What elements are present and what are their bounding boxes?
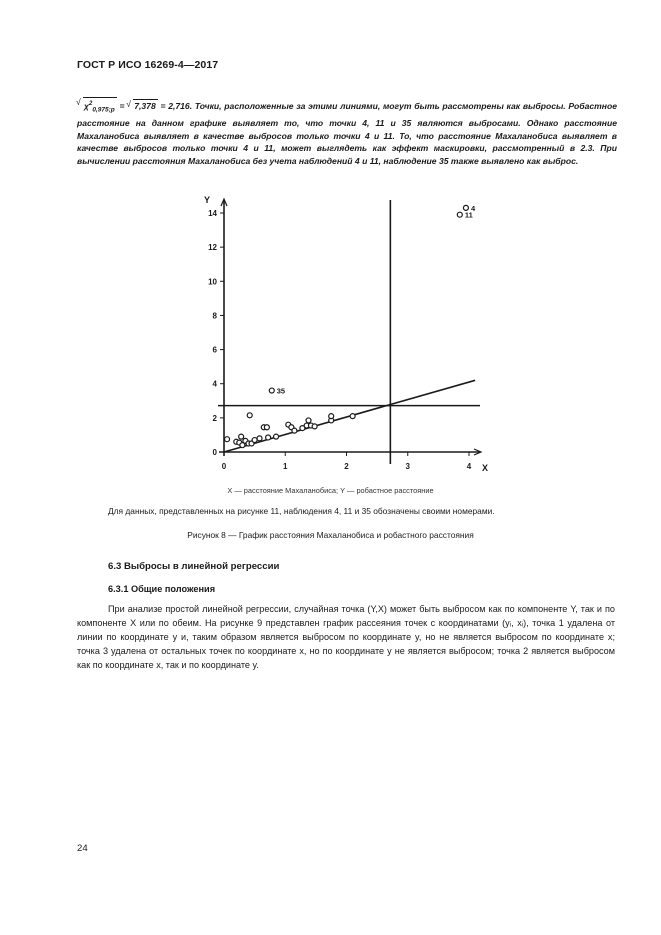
data-point bbox=[269, 388, 274, 393]
data-point bbox=[239, 434, 244, 439]
point-label: 11 bbox=[464, 210, 473, 220]
y-axis-label: Y bbox=[204, 195, 211, 205]
x-tick-label: 3 bbox=[405, 462, 410, 471]
x-tick-label: 4 bbox=[466, 462, 472, 471]
figure-caption: Рисунок 8 — График расстояния Махаланобиса и робастного расстояния bbox=[187, 530, 474, 540]
data-point bbox=[463, 205, 468, 210]
data-point bbox=[266, 435, 271, 440]
data-point bbox=[306, 418, 311, 423]
body-paragraph bbox=[77, 602, 615, 672]
subsection-title: 6.3.1 Общие положения bbox=[108, 584, 216, 594]
data-point bbox=[257, 436, 262, 441]
x-tick-label: 2 bbox=[344, 462, 349, 471]
formula-equals: = bbox=[119, 100, 125, 111]
section-title: 6.3 Выбросы в линейной регрессии bbox=[108, 561, 280, 572]
point-label: 4 bbox=[470, 203, 476, 213]
body-paragraph-text: При анализе простой линейной регрессии, случайная точка (Y,X) может быть выбросом как по компоненте Y, так и по компоненте X или по обеим. На рисунке 9 представлен график рассеяния точек с координатами (yᵢ, xᵢ), точка 1 удалена от линии по координате y и, таким образом является выбросом по координате y, но не является выбросом по координате x; точка 3 удалена от остальных точек по координате x, но по координате y не является выбросом; точка 2 является выбросом как по координате x, так и по координате y. bbox=[77, 604, 615, 671]
document-header: ГОСТ Р ИСО 16269-4—2017 bbox=[77, 59, 219, 71]
data-point bbox=[457, 212, 462, 217]
x-tick-label: 0 bbox=[221, 462, 227, 471]
data-point bbox=[264, 425, 269, 430]
data-point bbox=[329, 414, 334, 419]
x-axis-label: X bbox=[482, 463, 489, 473]
y-tick-label: 6 bbox=[212, 345, 217, 355]
chi-symbol: χ bbox=[84, 100, 89, 111]
data-point bbox=[312, 424, 317, 429]
chi-subscript: 0,975;p bbox=[92, 106, 115, 114]
chart-plot-area bbox=[204, 195, 488, 473]
chi-superscript: 2 bbox=[88, 101, 93, 107]
data-point bbox=[350, 414, 355, 419]
y-tick-label: 12 bbox=[208, 243, 217, 253]
figure-note: Для данных, представленных на рисунке 11, наблюдения 4, 11 и 35 обозначены своими номерами. bbox=[108, 506, 495, 516]
y-tick-label: 14 bbox=[208, 209, 217, 218]
y-tick-label: 0 bbox=[212, 448, 217, 457]
y-tick-label: 8 bbox=[212, 311, 217, 321]
page-number: 24 bbox=[77, 843, 88, 854]
chart-legend-text: X — расстояние Махаланобиса; Y — робастное расстояние bbox=[227, 486, 434, 495]
data-point bbox=[247, 413, 252, 418]
formula-value: 7,378 bbox=[134, 100, 156, 111]
y-tick-label: 4 bbox=[212, 379, 217, 389]
data-point bbox=[292, 428, 297, 433]
y-tick-label: 2 bbox=[212, 413, 217, 423]
x-tick-label: 1 bbox=[283, 462, 288, 471]
data-point bbox=[225, 437, 230, 442]
intro-text: = 2,716. Точки, расположенные за этими линиями, могут быть рассмотрены как выбросы. Робастное расстояние на данном графике выявляет то, что точки 4, 11 и 35 являются выбросами. Однако расстояние Махаланобиса выявляет в качестве выбросов только точки 4 и 11. То, что расстояние Махаланобиса выявляет в качестве выбросов только точки 4 и 11, может выглядеть как эффект маскировки, рассмотренный в 2.3. При вычислении расстояния Махаланобиса без учета наблюдений 4 и 11, наблюдение 35 также выявлено как выброс. bbox=[77, 100, 618, 166]
data-point bbox=[252, 438, 257, 443]
point-label: 35 bbox=[276, 386, 286, 396]
data-point bbox=[274, 434, 279, 439]
y-tick-label: 10 bbox=[208, 277, 217, 287]
